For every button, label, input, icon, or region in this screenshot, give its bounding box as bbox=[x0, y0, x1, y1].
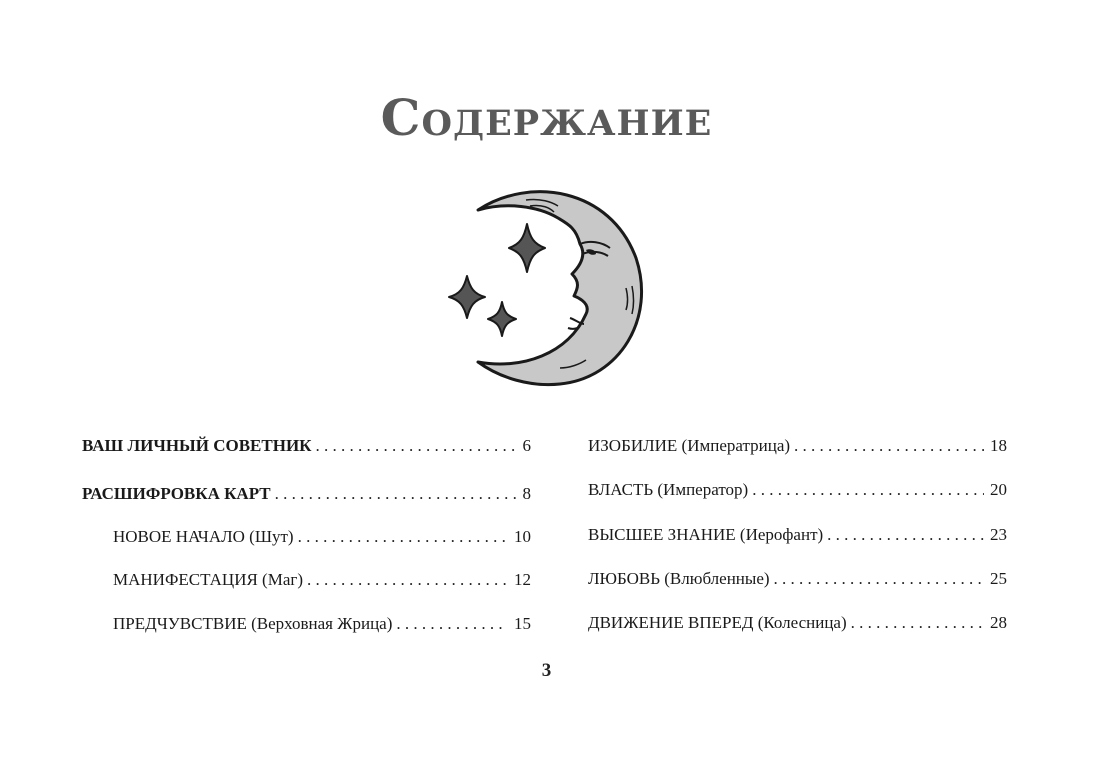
toc-entry[interactable] bbox=[82, 569, 531, 591]
toc-entry-label: НОВОЕ НАЧАЛО (Шут) bbox=[113, 527, 294, 546]
toc-entry-page: 15 bbox=[514, 614, 531, 633]
toc-entry[interactable] bbox=[588, 435, 1007, 457]
page-title: Содержание bbox=[380, 88, 713, 147]
toc-entry-page: 25 bbox=[990, 569, 1007, 588]
toc-entry-label: ПРЕДЧУВСТВИЕ (Верховная Жрица) bbox=[113, 614, 393, 633]
leader-dots bbox=[396, 613, 508, 635]
toc-entry-label: ВЫСШЕЕ ЗНАНИЕ (Иерофант) bbox=[588, 525, 824, 544]
toc-entry-label: ИЗОБИЛИЕ (Императрица) bbox=[588, 436, 791, 455]
leader-dots bbox=[307, 569, 508, 591]
leader-dots bbox=[827, 524, 984, 546]
toc-entry[interactable] bbox=[588, 524, 1007, 546]
toc-entry[interactable] bbox=[588, 612, 1007, 634]
leader-dots bbox=[851, 612, 984, 634]
star-icon bbox=[449, 276, 485, 318]
toc-entry-label: МАНИФЕСТАЦИЯ (Маг) bbox=[113, 570, 304, 589]
star-icon bbox=[488, 302, 516, 336]
toc-entry-page: 18 bbox=[990, 436, 1007, 455]
leader-dots bbox=[774, 568, 984, 590]
toc-entry-label: ВЛАСТЬ (Император) bbox=[588, 480, 749, 499]
toc-entry[interactable] bbox=[82, 526, 531, 548]
leader-dots bbox=[316, 435, 517, 457]
toc-entry-page: 12 bbox=[514, 570, 531, 589]
leader-dots bbox=[298, 526, 508, 548]
star-icon bbox=[509, 224, 545, 272]
toc-entry-page: 28 bbox=[990, 613, 1007, 632]
moon-icon bbox=[478, 192, 642, 385]
toc-entry[interactable] bbox=[82, 435, 531, 457]
leader-dots bbox=[752, 479, 984, 501]
toc-entry-page: 8 bbox=[522, 484, 531, 503]
toc-entry-page: 6 bbox=[522, 436, 531, 455]
toc-entry-page: 10 bbox=[514, 527, 531, 546]
leader-dots bbox=[275, 483, 517, 505]
toc-entry-label: ДВИЖЕНИЕ ВПЕРЕД (Колесница) bbox=[588, 613, 847, 632]
toc-left-column bbox=[82, 428, 531, 635]
page-number: 3 bbox=[541, 660, 552, 681]
toc-entry[interactable] bbox=[588, 568, 1007, 590]
leader-dots bbox=[794, 435, 984, 457]
toc-entry-label: ЛЮБОВЬ (Влюбленные) bbox=[588, 569, 770, 588]
toc-entry[interactable] bbox=[82, 483, 531, 505]
toc-entry-page: 20 bbox=[990, 480, 1007, 499]
crescent-moon-illustration bbox=[440, 178, 650, 390]
toc-entry-label: ВАШ ЛИЧНЫЙ СОВЕТНИК bbox=[82, 436, 312, 455]
toc-right-column bbox=[588, 428, 1007, 634]
toc-entry-page: 23 bbox=[990, 525, 1007, 544]
toc-entry[interactable] bbox=[588, 479, 1007, 501]
toc-entry[interactable] bbox=[82, 613, 531, 635]
toc-entry-label: РАСШИФРОВКА КАРТ bbox=[82, 484, 271, 503]
